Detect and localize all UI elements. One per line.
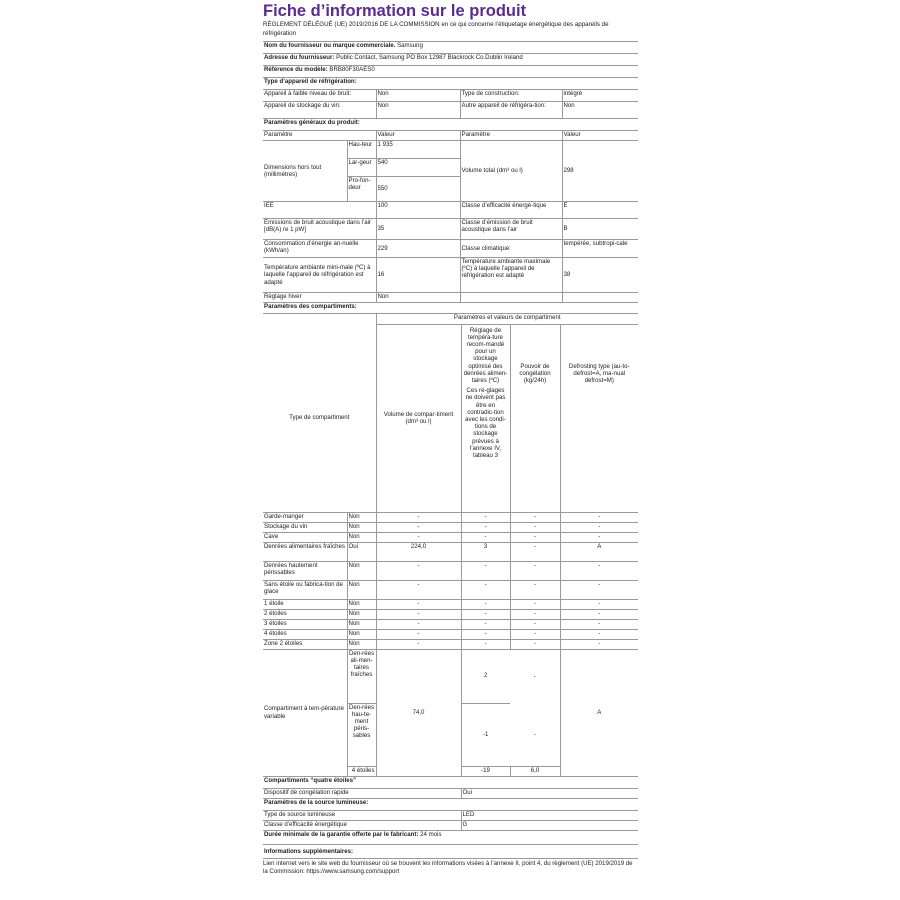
warranty-value: 24 mois [420, 831, 442, 838]
table-row [263, 609, 638, 619]
width-label: Lar-geur [347, 159, 376, 177]
row-freeze: - [510, 629, 560, 639]
general-params-table [263, 131, 638, 315]
group-header: Paramètres et valeurs de compartiment [376, 314, 638, 324]
depth-label: Pro-fon-deur [347, 177, 376, 202]
height-value: 1 935 [376, 141, 460, 159]
row-present: Non [347, 561, 376, 580]
row-freeze: - [510, 512, 560, 522]
fast-freeze-label: Dispositif de congélation rapide [263, 789, 461, 799]
light-type-label: Type de source lumineuse [263, 811, 461, 821]
construction-value: intégré [562, 90, 638, 101]
row-volume: 224,0 [376, 542, 461, 561]
supplier-table [263, 41, 638, 90]
eff-class-label: Classe d’efficacité énergé-tique [460, 202, 562, 219]
row-name: Denrées hautement périssables [263, 561, 347, 580]
variable-mode-2: Den-rées hau-te-ment péris-sables [347, 703, 376, 766]
row-name: Sans étoile ou fabrica-tion de glace [263, 580, 347, 599]
col-freeze: Pouvoir de congélation (kg/24h) [510, 324, 560, 512]
row-present: Non [347, 629, 376, 639]
supplier-name-row [263, 42, 638, 54]
variable-defrost: A [560, 649, 638, 776]
general-heading: Paramètres généraux du produit: [263, 118, 638, 130]
row-volume: - [376, 580, 461, 599]
variable-mode-1: Den-rées ali-men-taires fraîches [347, 649, 376, 703]
row-defrost: - [560, 599, 638, 609]
row-present: Non [347, 619, 376, 629]
table-row [263, 561, 638, 580]
row-temp: - [461, 580, 510, 599]
row-present: Non [347, 639, 376, 649]
total-volume-value: 298 [562, 141, 638, 202]
row-defrost: - [560, 639, 638, 649]
noise-value: 35 [376, 219, 460, 240]
max-temp-value: 38 [562, 258, 638, 293]
row-defrost: - [560, 512, 638, 522]
row-volume: - [376, 561, 461, 580]
row-present: Non [347, 512, 376, 522]
row-volume: - [376, 522, 461, 532]
col-type: Type de compartiment [263, 324, 376, 512]
row-temp: 3 [461, 542, 510, 561]
row-temp: - [461, 609, 510, 619]
max-temp-label: Température ambiante maximale (ºC) à laquelle l’appareil de réfrigération est adapté [460, 258, 562, 293]
min-temp-value: 16 [376, 258, 460, 293]
col-volume: Volume de compar-timent (dm³ ou l) [376, 324, 461, 512]
compartments-table [263, 314, 638, 777]
supplier-address-row [263, 54, 638, 66]
variable-freeze-3: 6,0 [510, 766, 560, 776]
appliance-type-table [263, 90, 638, 131]
regulation-text: RÈGLEMENT DÉLÉGUÉ (UE) 2019/2016 DE LA COMMISSION en ce qui concerne l’étiquetage énergétique des appareils de réfrigération [263, 21, 609, 37]
model-label: Référence du modèle: [264, 66, 328, 73]
energy-label: Consommation d’énergie an-nuelle (kWh/an) [263, 240, 376, 258]
additional-heading: Informations supplémentaires: [263, 845, 638, 859]
depth-value: 550 [376, 177, 460, 202]
table-row [263, 629, 638, 639]
row-volume: - [376, 532, 461, 542]
light-heading: Paramètres de la source lumineuse: [263, 799, 638, 811]
variable-name: Compartiment à tem-pérature variable [263, 649, 347, 776]
product-fiche [263, 0, 638, 876]
row-name: 1 étoile [263, 599, 347, 609]
variable-row [263, 649, 638, 703]
row-name: 2 étoiles [263, 609, 347, 619]
supplier-address-label: Adresse du fournisseur: [264, 54, 335, 61]
row-temp: - [461, 599, 510, 609]
supplier-name-label: Nom du fournisseur ou marque commerciale. [264, 42, 396, 49]
climate-label: Classe climatique: [460, 240, 562, 258]
col-defrost: Defrosting type (au-to-defrost=A, ma-nual defrost=M) [560, 324, 638, 512]
col-param-2: Paramètre [460, 131, 562, 141]
dimensions-label: Dimensions hors tout (millimètres) [263, 141, 347, 202]
col-temp [461, 324, 510, 512]
construction-label: Type de construction: [460, 90, 562, 101]
energy-value: 229 [376, 240, 460, 258]
table-row [263, 639, 638, 649]
row-temp: - [461, 561, 510, 580]
row-freeze: - [510, 561, 560, 580]
support-link[interactable]: https://www.samsung.com/support [306, 868, 400, 875]
low-noise-label: Appareil à faible niveau de bruit: [263, 90, 376, 101]
row-present: Non [347, 580, 376, 599]
appliance-type-heading: Type d’appareil de réfrigération: [263, 78, 638, 90]
row-defrost: - [560, 619, 638, 629]
total-volume-label: Volume total (dm³ ou l) [460, 141, 562, 202]
noise-class-value: B [562, 219, 638, 240]
row-volume: - [376, 609, 461, 619]
row-freeze: - [510, 599, 560, 609]
width-value: 540 [376, 159, 460, 177]
additional-description: Lien internet vers le site web du fournisseur où se trouvent les informations visées à l’annexe II, point 4, du règlement (UE) 2019/2019 de la Commission: [263, 860, 633, 875]
col-temp-text: Réglage de tempéra-ture recom-mandé pour un stockage optimisé des denrées alimen-taires (ºC) [463, 326, 508, 384]
variable-temp-2: -1 [461, 703, 510, 766]
col-temp-note: Ces ré-glages ne doivent pas être en contradic-tion avec les condi-tions de stockage prévues à l’annexe IV, tableau 3 [465, 387, 506, 459]
row-name: Cave [263, 532, 347, 542]
row-temp: - [461, 639, 510, 649]
warranty-label: Durée minimale de la garantie offerte par le fabricant: [264, 831, 419, 838]
bottom-table [263, 777, 638, 860]
height-label: Hau-teur [347, 141, 376, 159]
noise-label: Émissions de bruit acoustique dans l’air [dB(A) re 1 pW] [263, 219, 376, 240]
four-star-heading: Compartiments “quatre étoiles” [263, 777, 638, 789]
row-volume: - [376, 639, 461, 649]
variable-volume: 74,0 [376, 649, 461, 776]
row-present: Non [347, 532, 376, 542]
row-defrost: - [560, 580, 638, 599]
eei-value: 100 [376, 202, 460, 219]
row-temp: - [461, 619, 510, 629]
variable-freeze-1: - [533, 672, 536, 680]
row-volume: - [376, 512, 461, 522]
row-freeze: - [510, 522, 560, 532]
row-defrost: - [560, 522, 638, 532]
row-temp: - [461, 512, 510, 522]
light-type-value: LED [461, 811, 638, 821]
variable-temp-3: -19 [461, 766, 510, 776]
supplier-address-value: Public Contact, Samsung PO Box 12987 Blackrock Co.Dublin Ireland [336, 54, 523, 61]
row-freeze: - [510, 639, 560, 649]
row-volume: - [376, 619, 461, 629]
row-name: Garde-manger [263, 512, 347, 522]
noise-class-label: Classe d’émission de bruit acoustique dans l’air [460, 219, 562, 240]
row-name: Zone 2 étoiles [263, 639, 347, 649]
eei-label: IEE [263, 202, 376, 219]
light-class-value: G [461, 821, 638, 831]
model-row [263, 66, 638, 78]
winter-value: Non [376, 293, 460, 303]
table-row [263, 522, 638, 532]
col-value-1: Valeur [376, 131, 460, 141]
row-defrost: - [560, 532, 638, 542]
winter-label: Réglage hiver [263, 293, 376, 303]
row-name: 3 étoiles [263, 619, 347, 629]
warranty-row [263, 831, 638, 845]
page-title: Fiche d’information sur le produit [263, 2, 527, 20]
supplier-name-value: Samsung [397, 42, 423, 49]
variable-mode-3: 4 étoiles [347, 766, 376, 776]
light-class-label: Classe d’efficacité énergétique [263, 821, 461, 831]
other-appliance-label: Autre appareil de réfrigéra-tion: [460, 101, 562, 118]
wine-storage-value: Non [376, 101, 460, 118]
row-volume: - [376, 599, 461, 609]
table-row [263, 580, 638, 599]
row-defrost: A [560, 542, 638, 561]
col-param-1: Paramètre [263, 131, 376, 141]
table-row [263, 532, 638, 542]
row-present: Non [347, 599, 376, 609]
fast-freeze-value: Oui [461, 789, 638, 799]
row-present: Non [347, 609, 376, 619]
table-row [263, 619, 638, 629]
row-freeze: - [510, 619, 560, 629]
variable-freeze-2: - [510, 703, 560, 766]
other-appliance-value: Non [562, 101, 638, 118]
compartments-heading: Paramètres des compartiments: [263, 303, 638, 314]
row-defrost: - [560, 609, 638, 619]
low-noise-value: Non [376, 90, 460, 101]
eff-class-value: E [562, 202, 638, 219]
row-name: Stockage du vin [263, 522, 347, 532]
additional-text [263, 860, 638, 876]
variable-temp-1: 2 [461, 649, 510, 703]
col-value-2: Valeur [562, 131, 638, 141]
row-present: Non [347, 522, 376, 532]
row-name: Denrées alimentaires fraîches [263, 542, 347, 561]
table-row [263, 512, 638, 522]
row-name: 4 étoiles [263, 629, 347, 639]
row-present: Oui [347, 542, 376, 561]
row-freeze: - [510, 532, 560, 542]
row-temp: - [461, 522, 510, 532]
row-freeze: - [510, 542, 560, 561]
wine-storage-label: Appareil de stockage du vin: [263, 101, 376, 118]
table-row [263, 599, 638, 609]
climate-value: tempérée, subtropi-cale [562, 240, 638, 258]
table-row [263, 542, 638, 561]
row-defrost: - [560, 561, 638, 580]
min-temp-label: Température ambiante mini-male (ºC) à laquelle l’appareil de réfrigération est adapté [263, 258, 376, 293]
row-freeze: - [510, 609, 560, 619]
model-value: BRB80F30AES0 [329, 66, 375, 73]
row-freeze: - [510, 580, 560, 599]
row-volume: - [376, 629, 461, 639]
row-defrost: - [560, 629, 638, 639]
row-temp: - [461, 629, 510, 639]
row-temp: - [461, 532, 510, 542]
